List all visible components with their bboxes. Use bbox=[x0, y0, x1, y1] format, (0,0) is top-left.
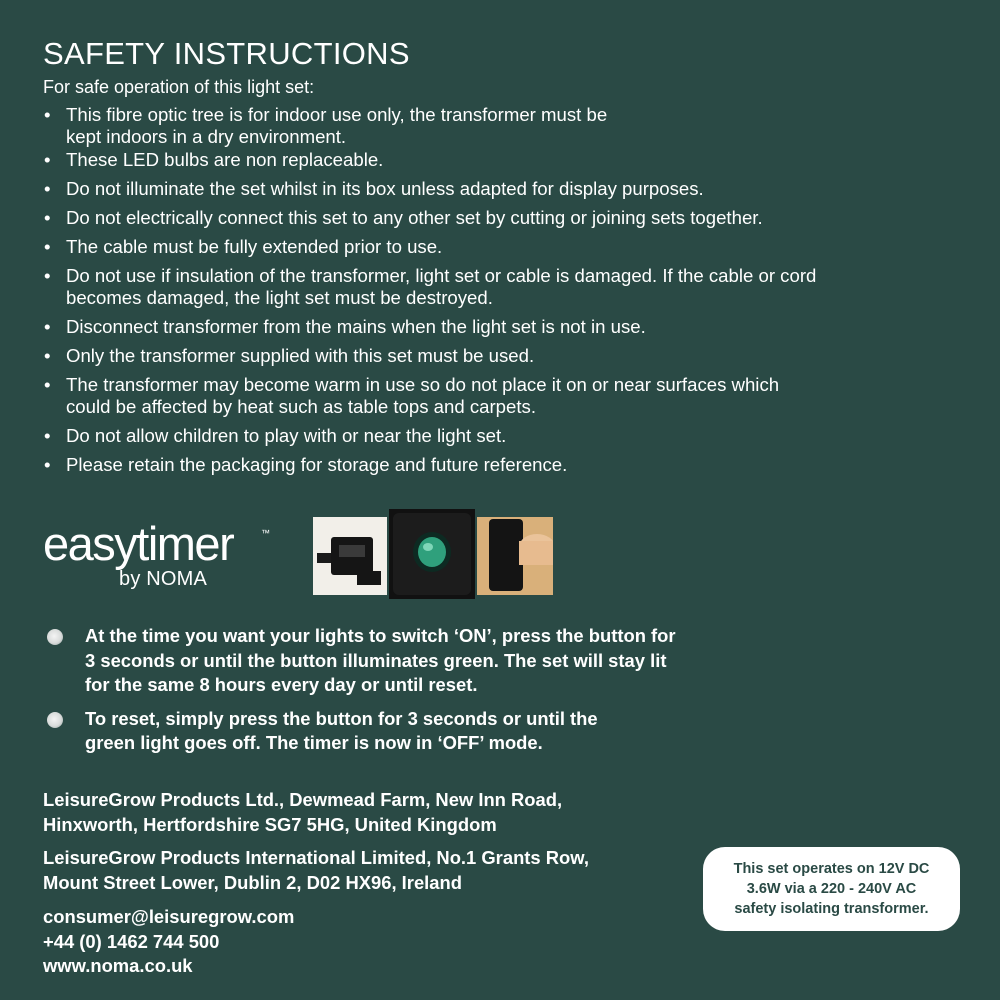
list-item: • Do not illuminate the set whilst in its box unless adapted for display purposes. bbox=[43, 178, 943, 200]
safety-rules-list bbox=[43, 104, 943, 483]
list-item: • Please retain the packaging for storage and future reference. bbox=[43, 454, 943, 476]
logo-byline: by NOMA bbox=[119, 568, 208, 590]
finger-press-photo bbox=[477, 517, 553, 595]
list-item: At the time you want your lights to switch ‘ON’, press the button for 3 seconds or until the button illuminates green. The set will stay lit for the same 8 hours every day or until reset. bbox=[45, 624, 745, 698]
power-spec-badge: This set operates on 12V DC 3.6W via a 220 - 240V AC safety isolating transformer. bbox=[703, 847, 960, 931]
trademark-symbol: ™ bbox=[261, 528, 270, 538]
bullet-light-icon bbox=[47, 712, 63, 728]
address-uk: LeisureGrow Products Ltd., Dewmead Farm, New Inn Road, Hinxworth, Hertfordshire SG7 5HG, United Kingdom bbox=[43, 789, 563, 835]
page-title: SAFETY INSTRUCTIONS bbox=[43, 36, 410, 71]
green-button-photo bbox=[389, 509, 475, 599]
list-item: • This fibre optic tree is for indoor use only, the transformer must be kept indoors in a dry environment. bbox=[43, 104, 943, 148]
list-item: • The transformer may become warm in use so do not place it on or near surfaces which could be affected by heat such as table tops and carpets. bbox=[43, 374, 943, 418]
list-item: • These LED bulbs are non replaceable. bbox=[43, 149, 943, 171]
list-item: To reset, simply press the button for 3 seconds or until the green light goes off. The timer is now in ‘OFF’ mode. bbox=[45, 707, 745, 756]
list-item: • Do not use if insulation of the transformer, light set or cable is damaged. If the cable or cord becomes damaged, the light set must be destroyed. bbox=[43, 265, 943, 309]
list-item: • Do not electrically connect this set to any other set by cutting or joining sets together. bbox=[43, 207, 943, 229]
contact-details bbox=[43, 905, 683, 979]
address-ireland: LeisureGrow Products International Limited, No.1 Grants Row, Mount Street Lower, Dublin 2, D02 HX96, Ireland bbox=[43, 847, 590, 893]
phone-number: +44 (0) 1462 744 500 bbox=[43, 930, 220, 952]
easytimer-logo bbox=[43, 516, 283, 596]
list-item: • Do not allow children to play with or near the light set. bbox=[43, 425, 943, 447]
list-item: • Disconnect transformer from the mains when the light set is not in use. bbox=[43, 316, 943, 338]
website-link[interactable]: www.noma.co.uk bbox=[43, 955, 193, 976]
timer-photos bbox=[313, 509, 553, 599]
bullet-light-icon bbox=[47, 629, 63, 645]
list-item: • The cable must be fully extended prior to use. bbox=[43, 236, 943, 258]
timer-instructions bbox=[45, 624, 745, 765]
intro-text: For safe operation of this light set: bbox=[43, 77, 315, 97]
email-link[interactable]: consumer@leisuregrow.com bbox=[43, 906, 295, 927]
transformer-photo bbox=[313, 517, 387, 595]
logo-wordmark: easytimer bbox=[43, 517, 234, 570]
list-item: • Only the transformer supplied with this set must be used. bbox=[43, 345, 943, 367]
